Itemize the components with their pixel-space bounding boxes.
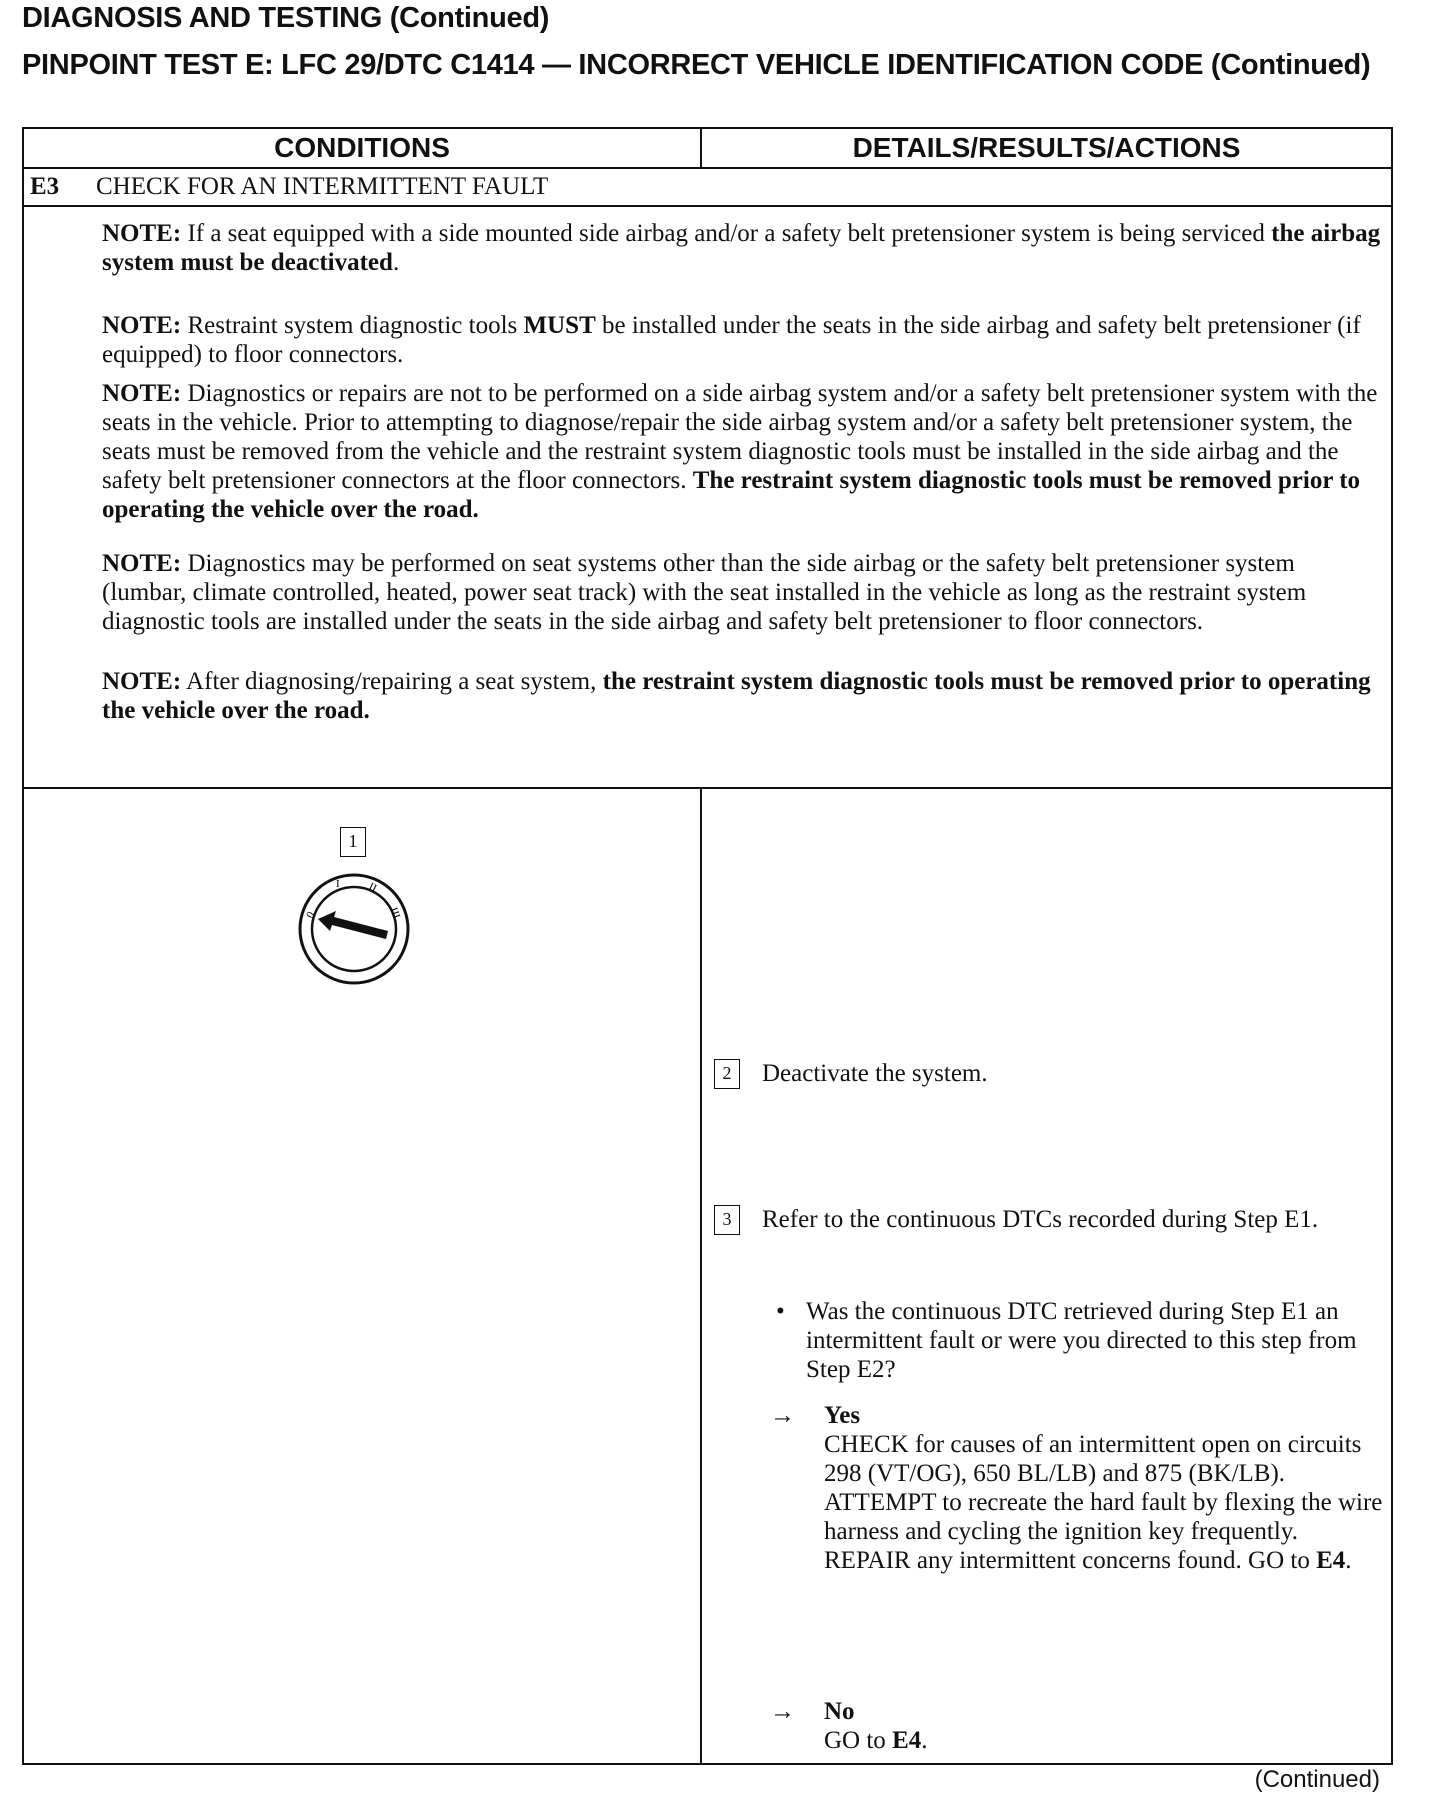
yes-action: CHECK for causes of an intermittent open on circuits 298 (VT/OG), 650 BL/LB) and 875 (BK/LB). ATTEMPT to recreate the hard fault by flexing the wire harness and cycling the ignition key frequently. REPAIR any intermittent concerns found. GO to E4. bbox=[824, 1431, 1383, 1574]
yes-arrow-icon: → bbox=[770, 1402, 795, 1429]
pinpoint-test-title: PINPOINT TEST E: LFC 29/DTC C1414 — INCORRECT VEHICLE IDENTIFICATION CODE (Continued) bbox=[22, 49, 1371, 81]
no-label: No bbox=[824, 1698, 855, 1725]
no-arrow-icon: → bbox=[770, 1698, 795, 1725]
note-4: NOTE: Diagnostics may be performed on seat systems other than the side airbag or the safety belt pretensioner system (lumbar, climate controlled, heated, power seat track) with the seat installed in the vehicle as long as the restraint system diagnostic tools are installed under the seats in the side airbag and safety belt pretensioner to floor connectors. bbox=[102, 550, 1307, 635]
conditions-cell bbox=[24, 789, 702, 1763]
bullet-icon: • bbox=[776, 1298, 785, 1325]
step-2-number: 2 bbox=[714, 1059, 740, 1089]
note-label: NOTE: bbox=[102, 380, 182, 407]
step-header-row bbox=[24, 169, 1391, 207]
details-cell bbox=[702, 789, 1391, 1763]
illustration-step-number: 1 bbox=[340, 827, 366, 857]
ignition-mark-2: II bbox=[366, 880, 379, 895]
note-label: NOTE: bbox=[102, 220, 182, 247]
note-5: NOTE: After diagnosing/repairing a seat system, the restraint system diagnostic tools must be removed prior to operating the vehicle over the road. bbox=[102, 668, 1371, 724]
note-label: NOTE: bbox=[102, 550, 182, 577]
pinpoint-test-table bbox=[22, 127, 1393, 1765]
note-label: NOTE: bbox=[102, 668, 182, 695]
step-title: CHECK FOR AN INTERMITTENT FAULT bbox=[96, 173, 549, 200]
step-3-number: 3 bbox=[714, 1205, 740, 1235]
step-id: E3 bbox=[30, 173, 60, 200]
note-label: NOTE: bbox=[102, 312, 182, 339]
step-3-text: Refer to the continuous DTCs recorded during Step E1. bbox=[762, 1206, 1319, 1233]
ignition-mark-3: III bbox=[387, 905, 403, 921]
col-header-conditions: CONDITIONS bbox=[24, 129, 702, 169]
col-header-details: DETAILS/RESULTS/ACTIONS bbox=[702, 129, 1391, 169]
ignition-switch-off-illustration bbox=[294, 869, 414, 989]
step-3-question: Was the continuous DTC retrieved during Step E1 an intermittent fault or were you directed to this step from Step E2? bbox=[806, 1298, 1357, 1383]
ignition-mark-off: 0 bbox=[304, 909, 318, 921]
note-2: NOTE: Restraint system diagnostic tools MUST be installed under the seats in the side airbag and safety belt pretensioner (if equipped) to floor connectors. bbox=[102, 312, 1361, 368]
ignition-key-arrow-icon bbox=[318, 911, 388, 939]
page-header: DIAGNOSIS AND TESTING (Continued) bbox=[22, 2, 550, 34]
continued-footer: (Continued) bbox=[1254, 1766, 1380, 1793]
note-3: NOTE: Diagnostics or repairs are not to be performed on a side airbag system and/or a safety belt pretensioner system with the seats in the vehicle. Prior to attempting to diagnose/repair the side airbag system and/or a safety belt pretensioner system, the seats must be removed from the vehicle and the restraint system diagnostic tools must be installed in the side airbag and the safety belt pretensioner connectors at the floor connectors. The restraint system diagnostic tools must be removed prior to operating the vehicle over the road. bbox=[102, 380, 1378, 523]
no-action: GO to E4. bbox=[824, 1727, 928, 1754]
ignition-mark-1: I bbox=[336, 878, 340, 890]
notes-section bbox=[24, 207, 1391, 789]
step-2-text: Deactivate the system. bbox=[762, 1060, 988, 1087]
yes-label: Yes bbox=[824, 1402, 861, 1429]
note-1: NOTE: If a seat equipped with a side mounted side airbag and/or a safety belt pretensioner system is being serviced the airbag system must be deactivated. bbox=[102, 220, 1381, 276]
